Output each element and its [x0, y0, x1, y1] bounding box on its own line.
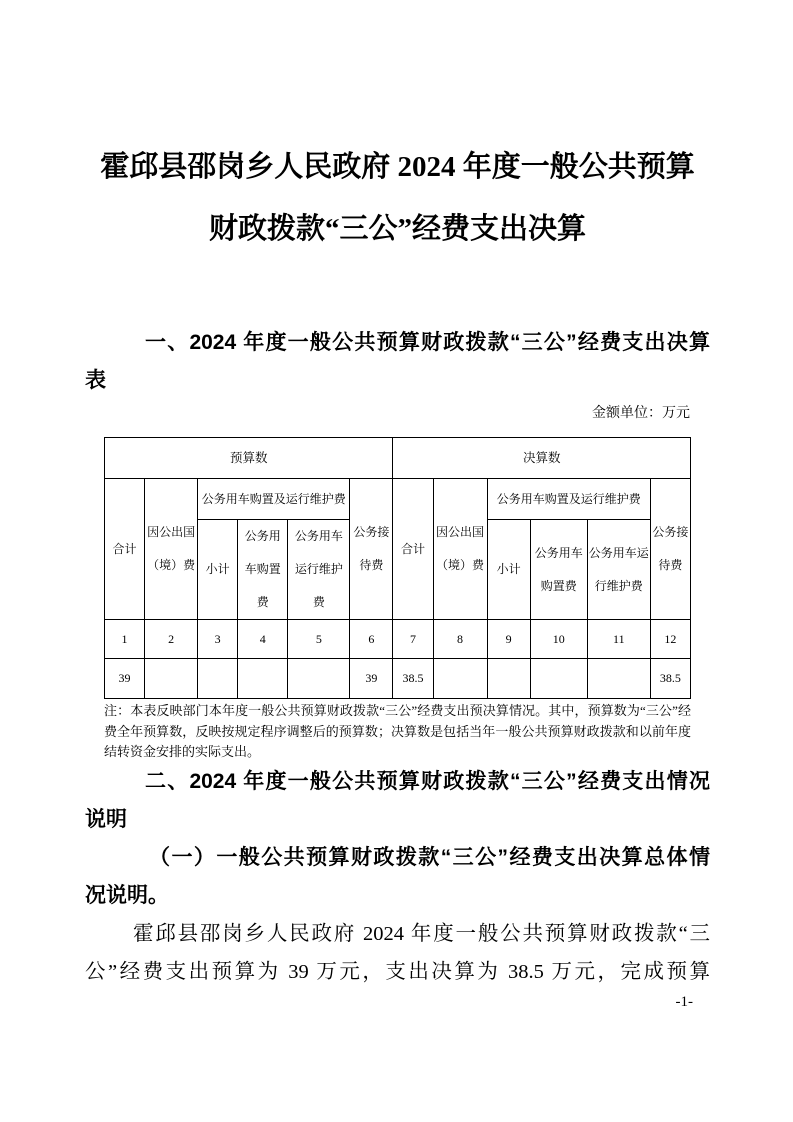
- budget-vehicle-maintenance-value: [288, 659, 350, 699]
- body-paragraph-line-1: 霍邱县邵岗乡人民政府 2024 年度一般公共预算财政拨款“三: [133, 922, 710, 945]
- column-number-cell: 3: [198, 620, 238, 659]
- table-unit-label: 金额单位：万元: [592, 406, 690, 421]
- title-line-1: 霍邱县邵岗乡人民政府 2024 年度一般公共预算: [100, 151, 695, 183]
- budget-vehicle-maintenance-header: 公务用车运行维护费: [288, 520, 350, 620]
- final-vehicle-subtotal-value: [487, 659, 530, 699]
- final-reception-header: 公务接待费: [650, 479, 690, 620]
- section1-heading: [85, 324, 710, 400]
- final-vehicle-group-header: 公务用车购置及运行维护费: [487, 479, 650, 520]
- budget-vehicle-purchase-header: 公务用车购置费: [238, 520, 288, 620]
- budget-abroad-value: [145, 659, 198, 699]
- column-number-cell: 10: [530, 620, 587, 659]
- budget-reception-header: 公务接待费: [350, 479, 393, 620]
- column-number-cell: 7: [393, 620, 433, 659]
- section2-subheading-line-2: 况说明。: [85, 883, 169, 907]
- budget-reception-value: 39: [350, 659, 393, 699]
- section2-heading-line-2: 说明: [85, 807, 127, 831]
- final-abroad-header: 因公出国（境）费: [433, 479, 487, 620]
- column-number-cell: 12: [650, 620, 690, 659]
- section1-heading-line-2: 表: [85, 369, 106, 392]
- final-vehicle-purchase-value: [530, 659, 587, 699]
- page-number: -1-: [675, 994, 693, 1010]
- section2-heading: [85, 763, 710, 839]
- column-number-cell: 6: [350, 620, 393, 659]
- column-number-cell: 4: [238, 620, 288, 659]
- final-total-value: 38.5: [393, 659, 433, 699]
- budget-abroad-header: 因公出国（境）费: [145, 479, 198, 620]
- sangong-expense-table: [104, 437, 691, 699]
- document-title: [85, 136, 710, 260]
- body-paragraph: [85, 915, 710, 991]
- section2-heading-line-1: 二、2024 年度一般公共预算财政拨款“三公”经费支出情况: [145, 769, 710, 793]
- final-vehicle-maintenance-header: 公务用车运行维护费: [587, 520, 650, 620]
- column-number-cell: 2: [145, 620, 198, 659]
- final-reception-value: 38.5: [650, 659, 690, 699]
- title-line-2: 财政拨款“三公”经费支出决算: [208, 213, 586, 245]
- budget-vehicle-subtotal-value: [198, 659, 238, 699]
- budget-total-value: 39: [105, 659, 145, 699]
- section1-heading-line-1: 一、2024 年度一般公共预算财政拨款“三公”经费支出决算: [145, 331, 710, 354]
- table-header-row-1: [105, 479, 691, 520]
- column-number-cell: 1: [105, 620, 145, 659]
- column-number-cell: 9: [487, 620, 530, 659]
- budget-vehicle-subtotal-header: 小计: [198, 520, 238, 620]
- column-number-cell: 8: [433, 620, 487, 659]
- budget-vehicle-group-header: 公务用车购置及运行维护费: [198, 479, 350, 520]
- budget-vehicle-purchase-value: [238, 659, 288, 699]
- final-total-header: 合计: [393, 479, 433, 620]
- table-group-header-row: [105, 438, 691, 479]
- column-number-row: [105, 620, 691, 659]
- section2-subheading-line-1: （一）一般公共预算财政拨款“三公”经费支出决算总体情: [149, 845, 710, 869]
- final-vehicle-subtotal-header: 小计: [487, 520, 530, 620]
- final-abroad-value: [433, 659, 487, 699]
- table-note: 注：本表反映部门本年度一般公共预算财政拨款“三公”经费支出预决算情况。其中，预算数为“三公”经费全年预算数，反映按规定程序调整后的预算数；决算数是包括当年一般公共预算财政拨款和以前年度结转资金安排的实际支出。: [104, 703, 691, 759]
- final-vehicle-maintenance-value: [587, 659, 650, 699]
- budget-group-header: 预算数: [105, 438, 393, 479]
- final-vehicle-purchase-header: 公务用车购置费: [530, 520, 587, 620]
- body-paragraph-line-2: 公”经费支出预算为 39 万元，支出决算为 38.5 万元，完成预算: [85, 960, 710, 983]
- table-value-row: [105, 659, 691, 699]
- column-number-cell: 5: [288, 620, 350, 659]
- budget-total-header: 合计: [105, 479, 145, 620]
- column-number-cell: 11: [587, 620, 650, 659]
- section2-subheading: [85, 839, 710, 915]
- final-group-header: 决算数: [393, 438, 691, 479]
